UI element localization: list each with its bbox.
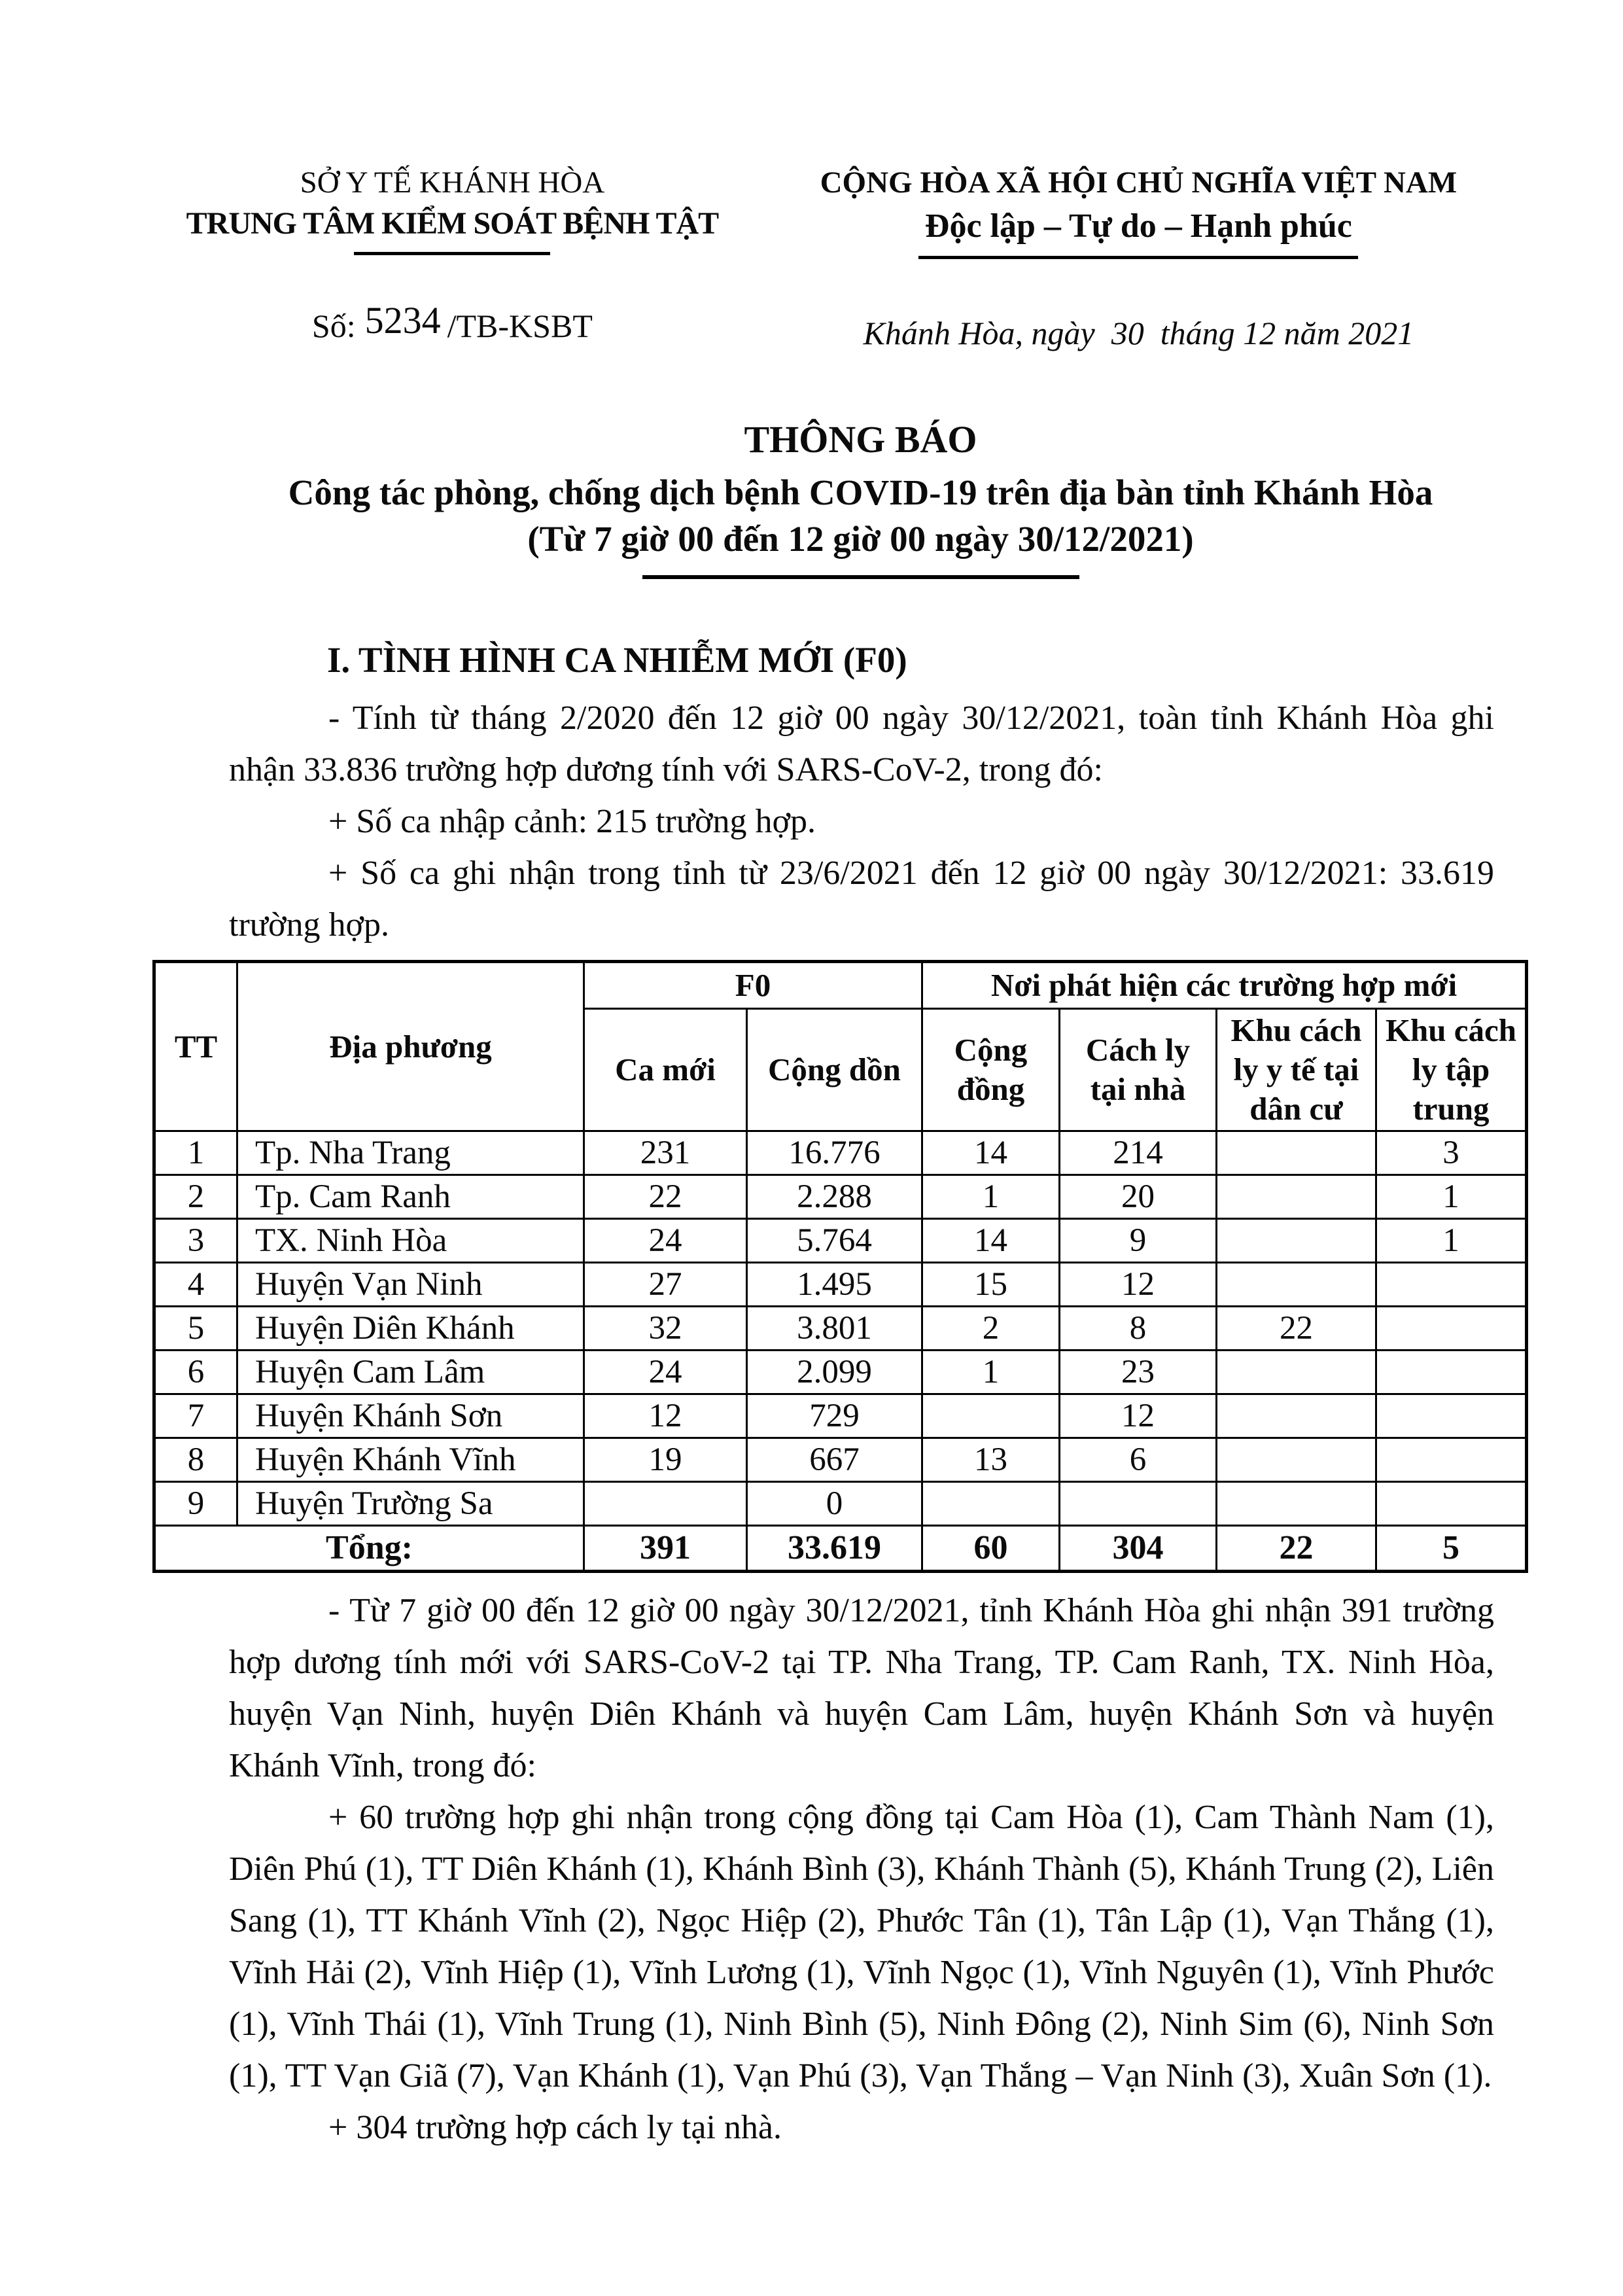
cell-locality: Huyện Vạn Ninh xyxy=(237,1263,584,1307)
doc-number-prefix: Số: xyxy=(311,308,356,344)
cell-value: 14 xyxy=(922,1219,1060,1263)
cell-value xyxy=(1376,1482,1527,1526)
cell-value: 6 xyxy=(1060,1438,1217,1482)
parent-agency-name: SỞ Y TẾ KHÁNH HÒA xyxy=(300,166,605,200)
cell-value: 1.495 xyxy=(747,1263,922,1307)
cell-value: 22 xyxy=(1217,1307,1376,1351)
document-number-line xyxy=(152,299,752,346)
cell-value xyxy=(1217,1482,1376,1526)
cell-value: 12 xyxy=(1060,1394,1217,1438)
case-table-body xyxy=(154,1131,1527,1572)
table-row xyxy=(154,1175,1527,1219)
cell-value: 24 xyxy=(584,1351,747,1394)
cell-locality: Huyện Khánh Vĩnh xyxy=(237,1438,584,1482)
place-date-line: Khánh Hòa, ngày 30 tháng 12 năm 2021 xyxy=(863,315,1414,351)
cell-value: 23 xyxy=(1060,1351,1217,1394)
cell-value: 3 xyxy=(1376,1131,1527,1175)
col-header-khu-cach-ly-y-te: Khu cách ly y tế tại dân cư xyxy=(1217,1009,1376,1131)
total-value: 304 xyxy=(1060,1526,1217,1572)
cell-value: 231 xyxy=(584,1131,747,1175)
total-value: 391 xyxy=(584,1526,747,1572)
cell-value: 19 xyxy=(584,1438,747,1482)
cell-index: 8 xyxy=(154,1438,237,1482)
cell-value xyxy=(1217,1351,1376,1394)
cell-value: 9 xyxy=(1060,1219,1217,1263)
cell-value xyxy=(1376,1438,1527,1482)
covid-case-table xyxy=(152,960,1528,1573)
cell-value xyxy=(1376,1263,1527,1307)
total-value: 60 xyxy=(922,1526,1060,1572)
cell-value: 2.099 xyxy=(747,1351,922,1394)
table-total-row xyxy=(154,1526,1527,1572)
cell-value xyxy=(1217,1438,1376,1482)
cell-index: 7 xyxy=(154,1394,237,1438)
cell-value: 8 xyxy=(1060,1307,1217,1351)
national-motto: Độc lập – Tự do – Hạnh phúc xyxy=(924,207,1352,245)
cell-index: 9 xyxy=(154,1482,237,1526)
doc-number-value: 5234 xyxy=(364,299,441,342)
cell-value: 24 xyxy=(584,1219,747,1263)
cell-value xyxy=(1376,1351,1527,1394)
cell-value: 1 xyxy=(922,1351,1060,1394)
col-group-f0: F0 xyxy=(584,962,922,1009)
cell-locality: Huyện Diên Khánh xyxy=(237,1307,584,1351)
paragraph: + Số ca nhập cảnh: 215 trường hợp. xyxy=(328,803,816,840)
cell-value: 2.288 xyxy=(747,1175,922,1219)
cell-value xyxy=(1217,1219,1376,1263)
cell-value xyxy=(1217,1131,1376,1175)
col-header-khu-cach-ly-tap-trung: Khu cách ly tập trung xyxy=(1376,1009,1527,1131)
cell-value: 0 xyxy=(747,1482,922,1526)
cell-value: 1 xyxy=(1376,1219,1527,1263)
cell-index: 5 xyxy=(154,1307,237,1351)
paragraph: - Tính từ tháng 2/2020 đến 12 giờ 00 ngày 30/12/2021, toàn tỉnh Khánh Hòa ghi nhận 33.836 trường hợp dương tính với SARS-CoV-2, trong đó: xyxy=(229,699,1494,788)
cell-value xyxy=(922,1394,1060,1438)
document-title-block xyxy=(229,417,1492,579)
cell-locality: Huyện Cam Lâm xyxy=(237,1351,584,1394)
total-value: 5 xyxy=(1376,1526,1527,1572)
total-label: Tổng: xyxy=(154,1526,584,1572)
total-value: 22 xyxy=(1217,1526,1376,1572)
cell-index: 3 xyxy=(154,1219,237,1263)
cell-value: 12 xyxy=(1060,1263,1217,1307)
cell-value xyxy=(1217,1394,1376,1438)
cell-value: 32 xyxy=(584,1307,747,1351)
national-title: CỘNG HÒA XÃ HỘI CHỦ NGHĨA VIỆT NAM xyxy=(820,166,1457,200)
cell-index: 6 xyxy=(154,1351,237,1394)
table-header-row-1 xyxy=(154,962,1527,1009)
cell-locality: Huyện Trường Sa xyxy=(237,1482,584,1526)
motto-underline xyxy=(918,256,1358,259)
cell-value: 1 xyxy=(1376,1175,1527,1219)
cell-value: 16.776 xyxy=(747,1131,922,1175)
col-header-dia-phuong: Địa phương xyxy=(237,962,584,1131)
cell-value: 22 xyxy=(584,1175,747,1219)
agency-underline xyxy=(354,252,550,255)
issuing-agency-block xyxy=(152,165,752,352)
cell-value: 27 xyxy=(584,1263,747,1307)
cell-value: 14 xyxy=(922,1131,1060,1175)
table-row xyxy=(154,1263,1527,1307)
table-row xyxy=(154,1351,1527,1394)
paragraph: - Từ 7 giờ 00 đến 12 giờ 00 ngày 30/12/2021, tỉnh Khánh Hòa ghi nhận 391 trường hợp dương tính mới với SARS-CoV-2 tại TP. Nha Trang, TP. Cam Ranh, TX. Ninh Hòa, huyện Vạn Ninh, huyện Diên Khánh và huyện Cam Lâm, huyện Khánh Sơn và huyện Khánh Vĩnh, trong đó: xyxy=(229,1592,1494,1784)
col-header-cach-ly-tai-nha: Cách ly tại nhà xyxy=(1060,1009,1217,1131)
document-header xyxy=(152,165,1525,352)
cell-value xyxy=(922,1482,1060,1526)
cell-value: 667 xyxy=(747,1438,922,1482)
agency-name: TRUNG TÂM KIỂM SOÁT BỆNH TẬT xyxy=(186,206,719,241)
cell-locality: Huyện Khánh Sơn xyxy=(237,1394,584,1438)
col-header-ca-moi: Ca mới xyxy=(584,1009,747,1131)
table-row xyxy=(154,1131,1527,1175)
cell-value: 2 xyxy=(922,1307,1060,1351)
cell-value: 5.764 xyxy=(747,1219,922,1263)
document-subtitle: Công tác phòng, chống dịch bệnh COVID-19 trên địa bàn tỉnh Khánh Hòa xyxy=(288,472,1433,512)
table-row xyxy=(154,1482,1527,1526)
title-underline xyxy=(642,575,1079,579)
cell-locality: TX. Ninh Hòa xyxy=(237,1219,584,1263)
cell-index: 2 xyxy=(154,1175,237,1219)
national-header-block xyxy=(752,165,1525,352)
total-value: 33.619 xyxy=(747,1526,922,1572)
paragraph: + 60 trường hợp ghi nhận trong cộng đồng tại Cam Hòa (1), Cam Thành Nam (1), Diên Phú (1), TT Diên Khánh (1), Khánh Bình (3), Khánh Thành (5), Khánh Trung (2), Liên Sang (1), TT Khánh Vĩnh (2), Ngọc Hiệp (2), Phước Tân (1), Tân Lập (1), Vạn Thắng (1), Vĩnh Hải (2), Vĩnh Hiệp (1), Vĩnh Lương (1), Vĩnh Ngọc (1), Vĩnh Nguyên (1), Vĩnh Phước (1), Vĩnh Thái (1), Vĩnh Trung (1), Ninh Bình (5), Ninh Đông (2), Ninh Sim (6), Ninh Sơn (1), TT Vạn Giã (7), Vạn Khánh (1), Vạn Phú (3), Vạn Thắng – Vạn Ninh (3), Xuân Sơn (1). xyxy=(229,1799,1494,2094)
col-header-cong-dong: Cộng đồng xyxy=(922,1009,1060,1131)
cell-value: 214 xyxy=(1060,1131,1217,1175)
cell-value xyxy=(1376,1394,1527,1438)
table-row xyxy=(154,1307,1527,1351)
col-header-tt: TT xyxy=(154,962,237,1131)
cell-index: 4 xyxy=(154,1263,237,1307)
cell-value: 13 xyxy=(922,1438,1060,1482)
cell-value xyxy=(1376,1307,1527,1351)
table-row xyxy=(154,1438,1527,1482)
document-title: THÔNG BÁO xyxy=(744,418,977,461)
cell-value xyxy=(1217,1175,1376,1219)
paragraph: + 304 trường hợp cách ly tại nhà. xyxy=(328,2109,782,2146)
cell-locality: Tp. Cam Ranh xyxy=(237,1175,584,1219)
cell-value xyxy=(1217,1263,1376,1307)
cell-locality: Tp. Nha Trang xyxy=(237,1131,584,1175)
cell-value xyxy=(1060,1482,1217,1526)
table-row xyxy=(154,1219,1527,1263)
doc-number-suffix: /TB-KSBT xyxy=(447,308,593,344)
cell-value: 20 xyxy=(1060,1175,1217,1219)
paragraph: + Số ca ghi nhận trong tỉnh từ 23/6/2021 đến 12 giờ 00 ngày 30/12/2021: 33.619 trường hợp. xyxy=(229,855,1494,944)
cell-value xyxy=(584,1482,747,1526)
document-subtitle-period: (Từ 7 giờ 00 đến 12 giờ 00 ngày 30/12/2021) xyxy=(527,519,1194,559)
cell-value: 729 xyxy=(747,1394,922,1438)
cell-value: 12 xyxy=(584,1394,747,1438)
col-header-cong-don: Cộng dồn xyxy=(747,1009,922,1131)
cell-index: 1 xyxy=(154,1131,237,1175)
cell-value: 3.801 xyxy=(747,1307,922,1351)
col-group-noi-phat-hien: Nơi phát hiện các trường hợp mới xyxy=(922,962,1527,1009)
cell-value: 1 xyxy=(922,1175,1060,1219)
section-1-heading: I. TÌNH HÌNH CA NHIỄM MỚI (F0) xyxy=(327,640,907,680)
cell-value: 15 xyxy=(922,1263,1060,1307)
table-row xyxy=(154,1394,1527,1438)
